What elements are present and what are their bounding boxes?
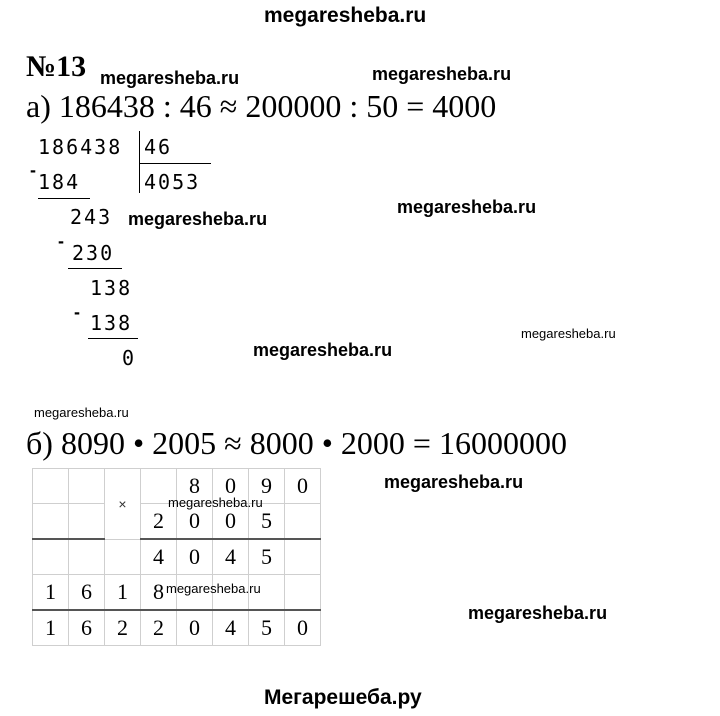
grid-cell [105, 539, 141, 575]
watermark-title-right: megaresheba.ru [372, 64, 512, 84]
step-1-line [38, 198, 90, 199]
grid-cell [285, 539, 321, 575]
grid-cell [69, 504, 105, 540]
grid-cell [285, 504, 321, 540]
grid-cell: 5 [249, 610, 285, 646]
watermark-by-division-end: megaresheba.ru [253, 340, 393, 360]
subtrahend-2: 230 [72, 241, 115, 265]
grid-cell: 0 [177, 539, 213, 575]
step-2-line [68, 268, 122, 269]
grid-cell [33, 469, 69, 504]
grid-cell: 5 [249, 539, 285, 575]
step-3-line [88, 338, 138, 339]
watermark-division-right: megaresheba.ru [397, 197, 537, 217]
problem-number: №13 [26, 50, 87, 83]
dividend: 186438 [38, 135, 123, 159]
grid-cell [33, 539, 69, 575]
multiplication-operator: × [105, 469, 141, 540]
grid-cell: 5 [249, 504, 285, 540]
subtrahend-3: 138 [90, 311, 133, 335]
grid-cell: 0 [213, 469, 249, 504]
watermark-by-division: megaresheba.ru [128, 209, 268, 229]
quotient: 4053 [144, 170, 201, 194]
watermark-grid-cell-2: megaresheba.ru [166, 581, 261, 596]
grid-cell: 6 [69, 610, 105, 646]
watermark-grid-cell-1: megaresheba.ru [168, 495, 263, 510]
grid-cell: 8 [177, 469, 213, 504]
subtrahend-1: 184 [38, 170, 81, 194]
grid-cell: 6 [69, 575, 105, 611]
division-vertical-line [139, 131, 140, 193]
part-b-equation: б) 8090 • 2005 ≈ 8000 • 2000 = 16000000 [26, 425, 567, 461]
grid-cell: 4 [213, 610, 249, 646]
grid-cell: 4 [213, 539, 249, 575]
watermark-grid-right: megaresheba.ru [384, 472, 524, 492]
grid-cell: 1 [33, 575, 69, 611]
grid-cell [33, 504, 69, 540]
grid-cell: 0 [213, 504, 249, 540]
grid-cell: 0 [177, 610, 213, 646]
divisor-underline [139, 163, 211, 164]
grid-cell [285, 575, 321, 611]
minus-sign-1: - [30, 160, 36, 180]
watermark-top: megaresheba.ru [264, 4, 427, 27]
minus-sign-2: - [58, 231, 64, 251]
footer-watermark: Мегарешеба.ру [264, 686, 422, 709]
grid-cell: 2 [105, 610, 141, 646]
watermark-small-right: megaresheba.ru [521, 326, 616, 341]
grid-cell [69, 539, 105, 575]
grid-cell: 0 [285, 610, 321, 646]
watermark-bottom-right: megaresheba.ru [468, 603, 608, 623]
watermark-small-left: megaresheba.ru [34, 405, 129, 420]
watermark-by-title: megaresheba.ru [100, 68, 240, 88]
grid-cell: 2 [141, 504, 177, 540]
grid-cell: 8 [141, 575, 177, 611]
grid-cell: 4 [141, 539, 177, 575]
grid-cell: 0 [285, 469, 321, 504]
grid-row-5 [33, 610, 321, 646]
grid-cell [69, 469, 105, 504]
divisor: 46 [144, 135, 173, 159]
minus-sign-3: - [74, 302, 80, 322]
grid-cell: 1 [33, 610, 69, 646]
grid-row-3 [33, 539, 321, 575]
grid-cell: 1 [105, 575, 141, 611]
remainder-2: 138 [90, 276, 133, 300]
remainder-1: 243 [70, 205, 113, 229]
grid-cell: 2 [141, 610, 177, 646]
part-a-equation: а) 186438 : 46 ≈ 200000 : 50 = 4000 [26, 88, 497, 124]
remainder-3: 0 [122, 346, 137, 370]
grid-cell: 0 [177, 504, 213, 540]
grid-cell: 9 [249, 469, 285, 504]
